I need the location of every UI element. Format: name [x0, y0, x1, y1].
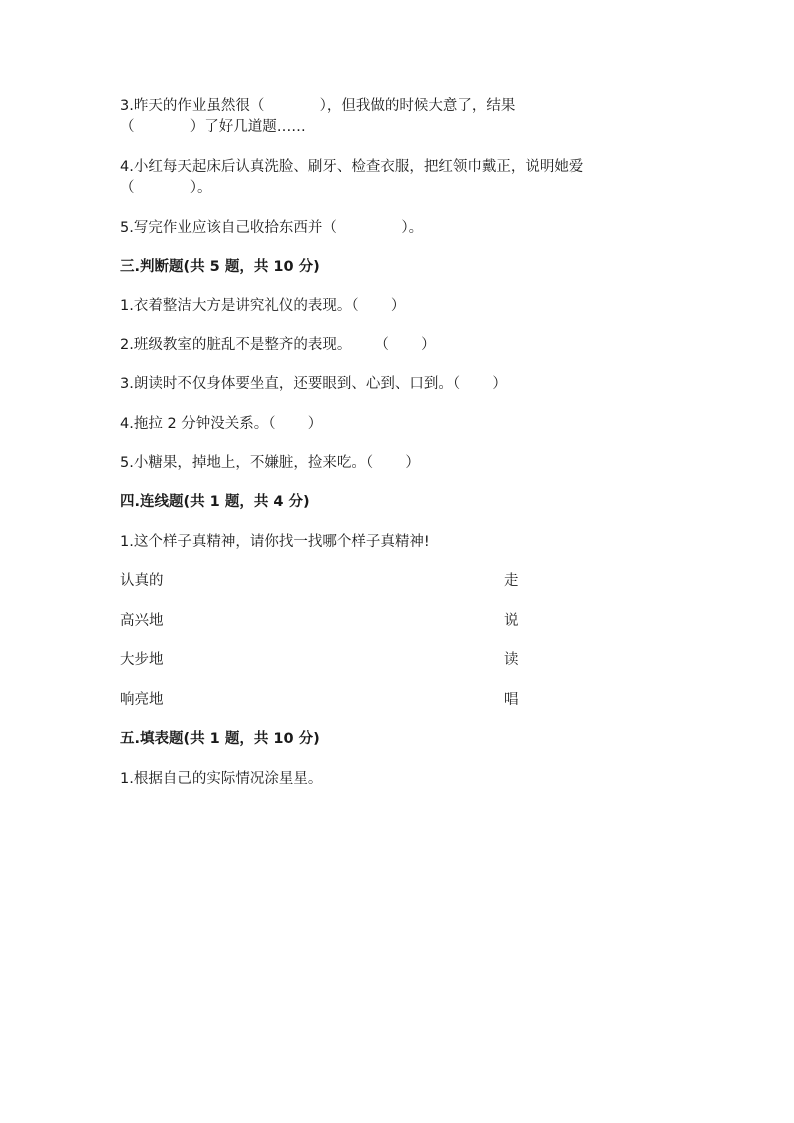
- q4-line1: 4.小红每天起床后认真洗脸、刷牙、检查衣服，把红领巾戴正，说明她爱: [120, 159, 584, 175]
- matching-heading: 四.连线题(共 1 题，共 4 分): [120, 494, 310, 510]
- matching-left-item: 高兴地: [120, 613, 164, 629]
- matching-right-item: 唱: [504, 692, 519, 708]
- table-question: 1.根据自己的实际情况涂星星。: [120, 771, 323, 787]
- matching-right-item: 读: [504, 652, 519, 668]
- matching-right-item: 走: [504, 573, 519, 589]
- q3-line2: （ ）了好几道题……: [120, 119, 306, 135]
- q3-line1: 3.昨天的作业虽然很（ ），但我做的时候大意了，结果: [120, 98, 516, 114]
- matching-left-item: 大步地: [120, 652, 164, 668]
- matching-left-item: 认真的: [120, 573, 164, 589]
- q4-line2: （ ）。: [120, 180, 212, 196]
- matching-left-item: 响亮地: [120, 692, 164, 708]
- table-heading: 五.填表题(共 1 题，共 10 分): [120, 731, 320, 747]
- q5-line: 5.写完作业应该自己收拾东西并（ ）。: [120, 220, 424, 236]
- judgment-question: 1.衣着整洁大方是讲究礼仪的表现。（ ）: [120, 298, 406, 314]
- matching-right-item: 说: [504, 613, 519, 629]
- judgment-question: 3.朗读时不仅身体要坐直，还要眼到、心到、口到。（ ）: [120, 376, 507, 392]
- judgment-question: 5.小糖果，掉地上，不嫌脏，捡来吃。（ ）: [120, 455, 420, 471]
- matching-question: 1.这个样子真精神，请你找一找哪个样子真精神!: [120, 534, 430, 550]
- judgment-heading: 三.判断题(共 5 题，共 10 分): [120, 259, 320, 275]
- judgment-question: 2.班级教室的脏乱不是整齐的表现。 （ ）: [120, 337, 436, 353]
- judgment-question: 4.拖拉 2 分钟没关系。（ ）: [120, 416, 323, 432]
